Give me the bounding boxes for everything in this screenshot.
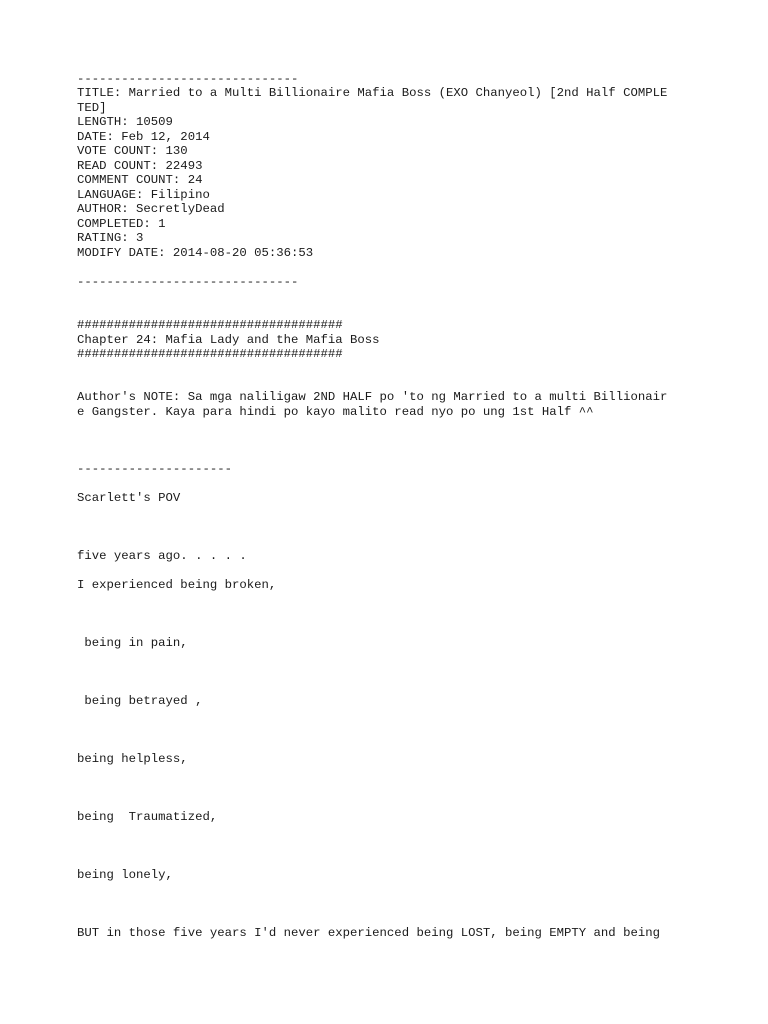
body-line: five years ago. . . . . [77,549,247,563]
read-count-field: READ COUNT: 22493 [77,159,203,173]
date-field: DATE: Feb 12, 2014 [77,130,210,144]
author-note-line-2: e Gangster. Kaya para hindi po kayo malito read nyo po ung 1st Half ^^ [77,405,594,419]
vote-count-field: VOTE COUNT: 130 [77,144,188,158]
comment-count-field: COMMENT COUNT: 24 [77,173,203,187]
completed-field: COMPLETED: 1 [77,217,166,231]
length-field: LENGTH: 10509 [77,115,173,129]
title-line-2: TED] [77,101,107,115]
section-separator: --------------------- [77,462,232,476]
modify-date-field: MODIFY DATE: 2014-08-20 05:36:53 [77,246,314,260]
language-field: LANGUAGE: Filipino [77,188,210,202]
header-rule-top: ------------------------------ [77,72,299,86]
title-line-1: TITLE: Married to a Multi Billionaire Mafia Boss (EXO Chanyeol) [2nd Half COMPLE [77,86,668,100]
chapter-title: Chapter 24: Mafia Lady and the Mafia Boss [77,333,380,347]
chapter-hash-top: #################################### [77,318,343,332]
body-line: being helpless, [77,752,188,766]
body-line: being Traumatized, [77,810,218,824]
body-line: BUT in those five years I'd never experienced being LOST, being EMPTY and being [77,926,660,940]
author-note-line-1: Author's NOTE: Sa mga naliligaw 2ND HALF po 'to ng Married to a multi Billionair [77,390,668,404]
chapter-hash-bottom: #################################### [77,347,343,361]
body-line: being betrayed , [77,694,203,708]
header-rule-bottom: ------------------------------ [77,275,299,289]
rating-field: RATING: 3 [77,231,144,245]
body-line: being lonely, [77,868,173,882]
pov-heading: Scarlett's POV [77,491,181,505]
body-line: I experienced being broken, [77,578,277,592]
body-line: being in pain, [77,636,188,650]
author-field: AUTHOR: SecretlyDead [77,202,225,216]
